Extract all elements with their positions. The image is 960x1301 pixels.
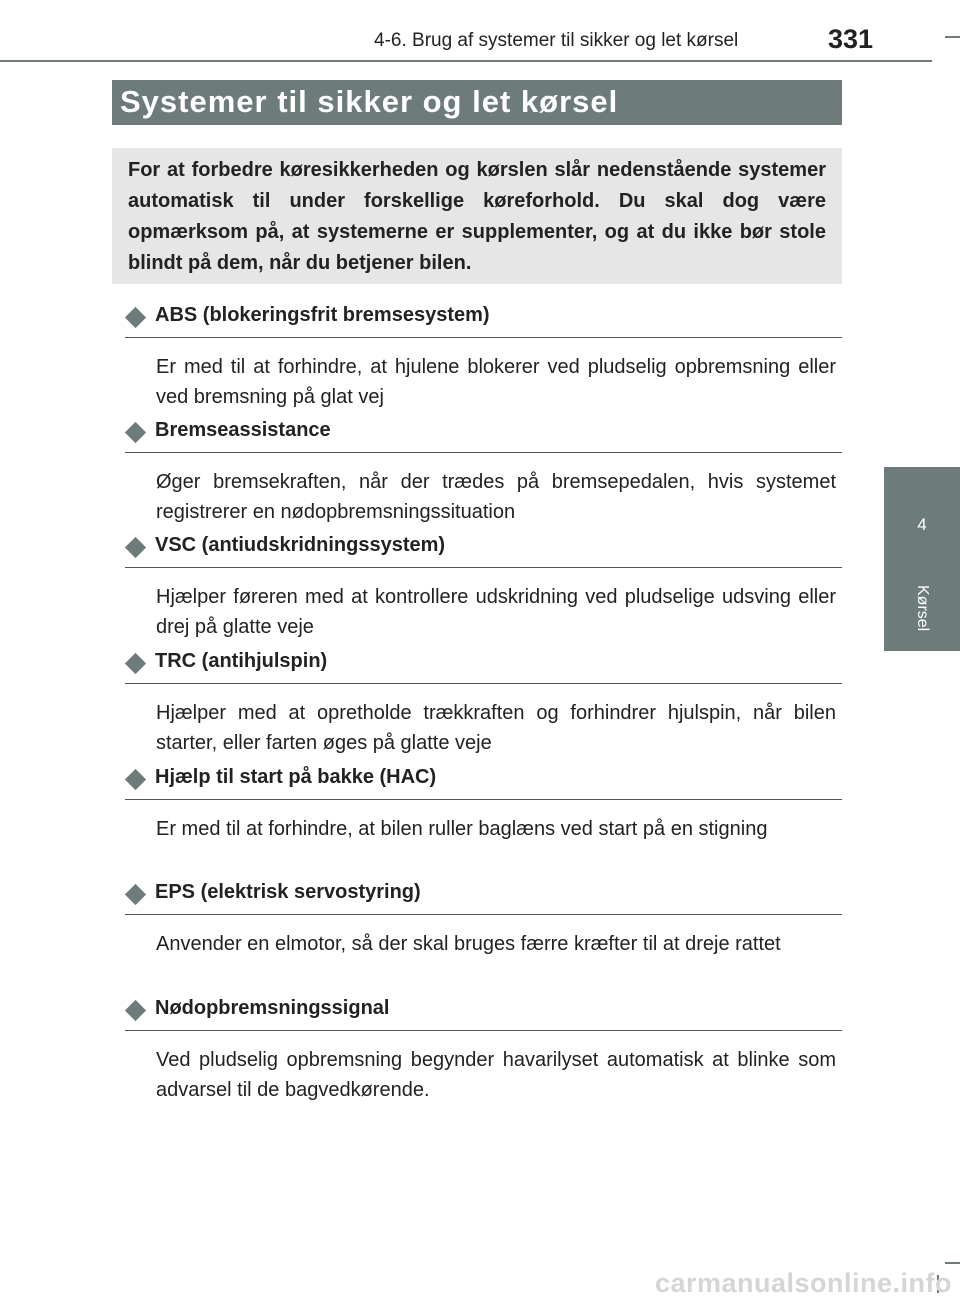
- section-title: VSC (antiudskridningssystem): [155, 534, 446, 556]
- section-heading: [125, 649, 842, 684]
- intro-text: For at forbedre køresikkerheden og kørslen slår nedenstående systemer automatisk til under forskellige køreforhold. Du skal dog være opmærksom på, at systemerne er supplementer, og at du ikke bør stole blindt på dem, når du betjener bilen.: [128, 159, 826, 274]
- diamond-bullet-icon: [125, 884, 146, 905]
- section-body: Anvender en elmotor, så der skal bruges færre kræfter til at dreje rattet: [156, 933, 781, 955]
- section-vsc: [125, 533, 842, 642]
- diamond-bullet-icon: [125, 769, 146, 790]
- section-abs: [125, 303, 842, 412]
- chapter-label: Kørsel: [914, 585, 931, 632]
- section-title: Hjælp til start på bakke (HAC): [155, 766, 437, 788]
- diamond-bullet-icon: [125, 653, 146, 674]
- diamond-bullet-icon: [125, 422, 146, 443]
- page-title: Systemer til sikker og let kørsel: [120, 84, 619, 119]
- section-title: EPS (elektrisk servostyring): [155, 881, 421, 903]
- section-heading: [125, 303, 842, 338]
- section-body: Hjælper føreren med at kontrollere udskridning ved pludselige udsving eller drej på glatte veje: [156, 586, 836, 638]
- section-bremseassistance: [125, 418, 842, 527]
- section-title: ABS (blokeringsfrit bremsesystem): [155, 304, 490, 326]
- section-body: Ved pludselig opbremsning begynder havarilyset automatisk at blinke som advarsel til de bagvedkørende.: [156, 1049, 836, 1101]
- title-band: [112, 80, 842, 125]
- diamond-bullet-icon: [125, 307, 146, 328]
- section-body: Hjælper med at opretholde trækkraften og forhindrer hjulspin, når bilen starter, eller farten øges på glatte veje: [156, 702, 836, 754]
- section-eps: [125, 880, 842, 959]
- header-divider: [0, 60, 932, 62]
- intro-box: [112, 148, 842, 284]
- section-body: Er med til at forhindre, at hjulene blokerer ved pludselig opbremsning eller ved bremsning på glat vej: [156, 356, 836, 408]
- section-trc: [125, 649, 842, 758]
- section-noedopbremsningssignal: [125, 996, 842, 1105]
- section-heading: [125, 765, 842, 800]
- page-number: 331: [828, 24, 874, 54]
- section-heading: [125, 996, 842, 1031]
- section-heading: [125, 418, 842, 453]
- diamond-bullet-icon: [125, 1000, 146, 1021]
- section-hac: [125, 765, 842, 844]
- section-title: Nødopbremsningssignal: [155, 997, 390, 1019]
- diamond-bullet-icon: [125, 537, 146, 558]
- section-heading: [125, 880, 842, 915]
- crop-mark: [945, 648, 960, 650]
- chapter-header: 4-6. Brug af systemer til sikker og let kørsel: [374, 30, 739, 51]
- section-body: Er med til at forhindre, at bilen ruller baglæns ved start på en stigning: [156, 818, 768, 840]
- watermark: carmanualsonline.info: [654, 1268, 952, 1298]
- chapter-side-tab: [884, 467, 960, 651]
- crop-mark: [945, 1262, 960, 1264]
- section-title: Bremseassistance: [155, 419, 331, 441]
- section-heading: [125, 533, 842, 568]
- chapter-number: 4: [917, 515, 927, 534]
- section-body: Øger bremsekraften, når der trædes på bremsepedalen, hvis systemet registrerer en nødopbremsningssituation: [156, 471, 836, 523]
- section-title: TRC (antihjulspin): [155, 650, 328, 672]
- crop-mark: [945, 36, 960, 38]
